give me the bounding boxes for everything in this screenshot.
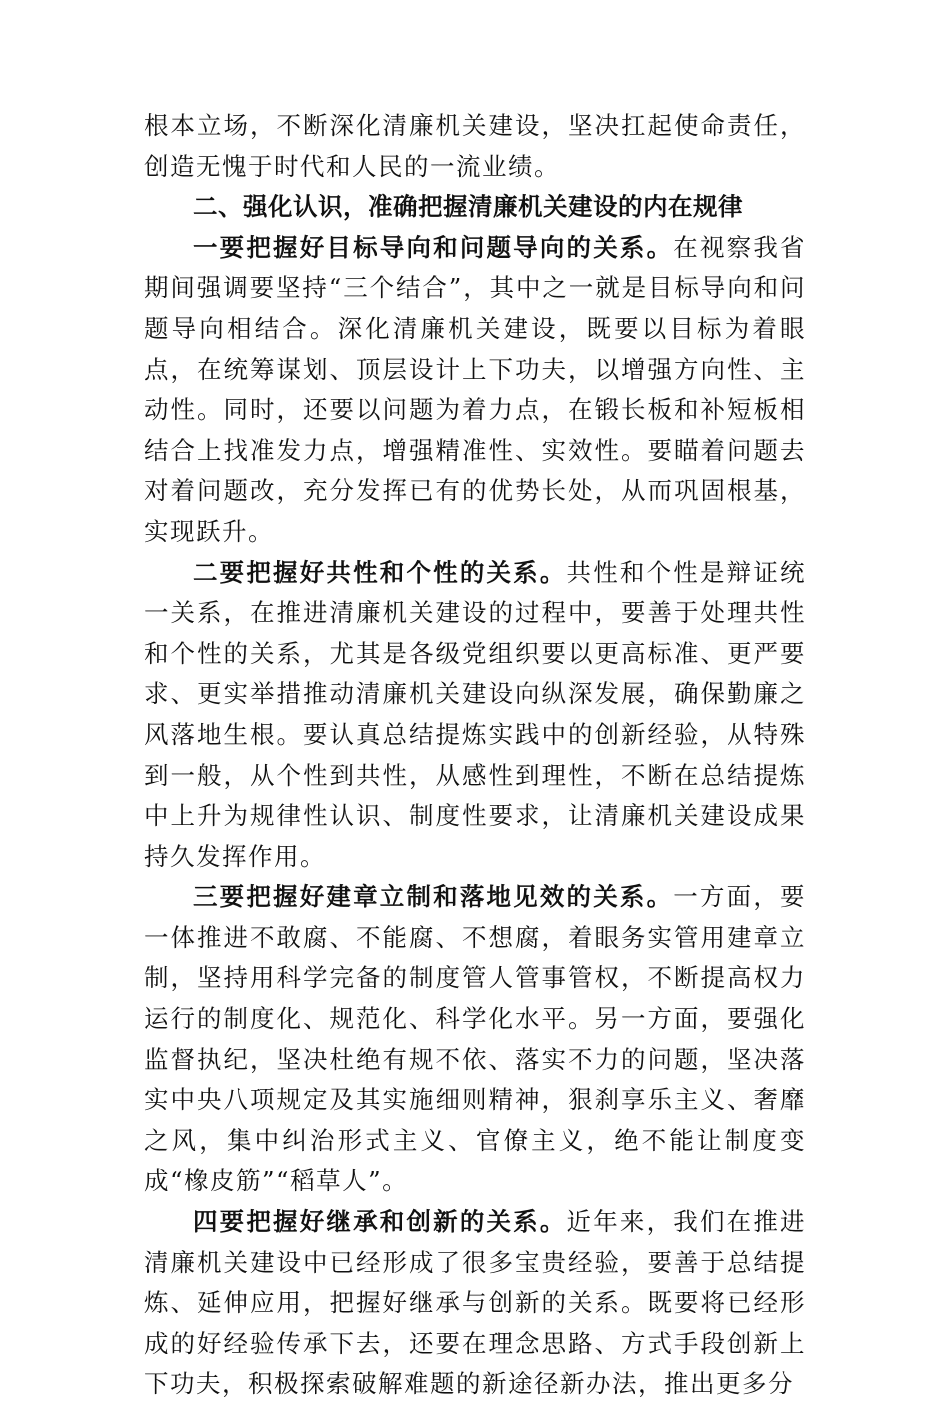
- paragraph-3: [144, 877, 806, 1202]
- paragraph-4: [144, 1202, 806, 1405]
- paragraph-4-body: 近年来，我们在推进清廉机关建设中已经形成了很多宝贵经验，要善于总结提炼、延伸应用，把握好继承与创新的关系。既要将已经形成的好经验传承下去，还要在理念思路、方式手段创新上下功夫，积极探索破解难题的新途径新办法，推出更多分: [144, 1207, 807, 1399]
- paragraph-2-body: 共性和个性是辩证统一关系，在推进清廉机关建设的过程中，要善于处理共性和个性的关系，尤其是各级党组织要以更高标准、更严要求、更实举措推动清廉机关建设向纵深发展，确保勤廉之风落地生根。要认真总结提炼实践中的创新经验，从特殊到一般，从个性到共性，从感性到理性，不断在总结提炼中上升为规律性认识、制度性要求，让清廉机关建设成果持久发挥作用。: [144, 557, 807, 871]
- continuation-paragraph: 根本立场，不断深化清廉机关建设，坚决扛起使命责任，创造无愧于时代和人民的一流业绩。: [144, 111, 806, 181]
- paragraph-1-body: 在视察我省期间强调要坚持“三个结合”，其中之一就是目标导向和问题导向相结合。深化清廉机关建设，既要以目标为着眼点，在统筹谋划、顶层设计上下功夫，以增强方向性、主动性。同时，还要以问题为着力点，在锻长板和补短板相结合上找准发力点，增强精准性、实效性。要瞄着问题去对着问题改，充分发挥已有的优势长处，从而巩固根基，实现跃升。: [144, 232, 807, 546]
- paragraph-3-body: 一方面，要一体推进不敢腐、不能腐、不想腐，着眼务实管用建章立制，坚持用科学完备的制度管人管事管权，不断提高权力运行的制度化、规范化、科学化水平。另一方面，要强化监督执纪，坚决杜绝有规不依、落实不力的问题，坚决落实中央八项规定及其实施细则精神，狠刹享乐主义、奢靡之风，集中纠治形式主义、官僚主义，绝不能让制度变成“橡皮筋”“稻草人”。: [144, 882, 807, 1196]
- section-heading: 二、强化认识，准确把握清廉机关建设的内在规律: [193, 192, 743, 222]
- paragraph-2-lead: 二要把握好共性和个性的关系。: [193, 557, 567, 587]
- document-body: [144, 106, 806, 1405]
- paragraph-3-lead: 三要把握好建章立制和落地见效的关系。: [193, 882, 674, 912]
- paragraph-1-lead: 一要把握好目标导向和问题导向的关系。: [193, 232, 674, 262]
- paragraph-2: [144, 553, 806, 878]
- paragraph-1: [144, 228, 806, 553]
- paragraph-4-lead: 四要把握好继承和创新的关系。: [193, 1207, 567, 1237]
